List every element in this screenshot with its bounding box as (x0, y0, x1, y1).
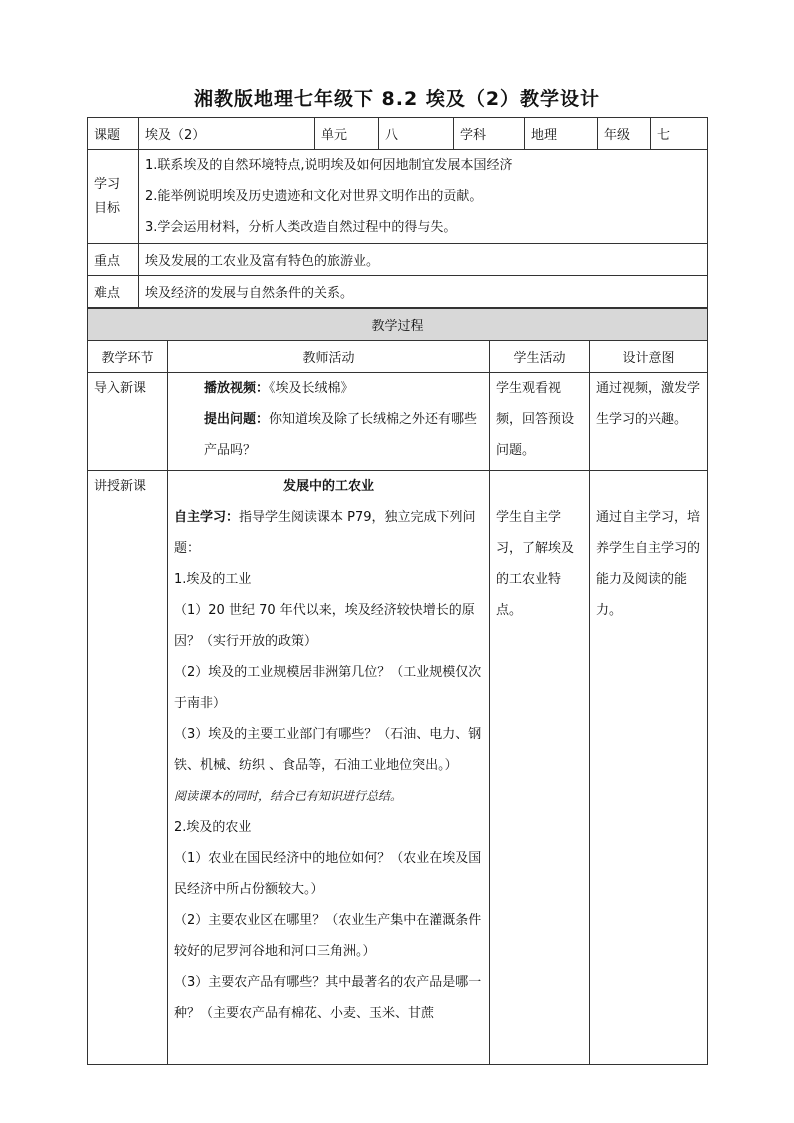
main-row (88, 471, 708, 1065)
goal-item: 3.学会运用材料，分析人类改造自然过程中的得与失。 (145, 220, 457, 235)
intro-row (88, 373, 708, 471)
section-title: 发展中的工农业 (282, 479, 374, 494)
subject-label: 学科 (454, 118, 525, 150)
unit-label: 单元 (315, 118, 379, 150)
course-label: 课题 (88, 118, 139, 150)
intro-teacher (168, 373, 490, 471)
process-header-row (88, 341, 708, 373)
goal-item: 2.能举例说明埃及历史遗迹和文化对世界文明作出的贡献。 (145, 189, 483, 204)
process-heading: 教学过程 (88, 309, 708, 341)
intro-student: 学生观看视频，回答预设问题。 (490, 373, 590, 471)
info-table (87, 117, 708, 308)
difficulty-value: 埃及经济的发展与自然条件的关系。 (139, 276, 708, 308)
content-line: 2.埃及的农业 (174, 820, 252, 835)
page-title: 湘教版地理七年级下 8.2 埃及（2）教学设计 (193, 88, 601, 110)
info-row (88, 118, 708, 150)
main-student: 学生自主学习，了解埃及的工农业特点。 (490, 471, 590, 1065)
main-intent: 通过自主学习，培养学生自主学习的能力及阅读的能力。 (590, 471, 708, 1065)
process-table (87, 308, 708, 1065)
goals-row (88, 150, 708, 244)
content-line: （3）主要农产品有哪些？其中最著名的农产品是哪一种？（主要农产品有棉花、小麦、玉米、甘蔗 (174, 975, 482, 1021)
key-label: 重点 (88, 244, 139, 276)
note-line: 阅读课本的同时，结合已有知识进行总结。 (174, 789, 403, 803)
subject-value: 地理 (525, 118, 598, 150)
key-row (88, 244, 708, 276)
main-stage: 讲授新课 (88, 471, 168, 1065)
course-value: 埃及（2） (139, 118, 315, 150)
self-study-text: 指导学生阅读课本 P79，独立完成下列问题： (174, 510, 476, 556)
ask-question-text: 你知道埃及除了长绒棉之外还有哪些产品吗？ (204, 412, 478, 458)
content-line: （2）主要农业区在哪里？（农业生产集中在灌溉条件较好的尼罗河谷地和河口三角洲。） (174, 913, 482, 959)
unit-value: 八 (379, 118, 454, 150)
difficulty-label: 难点 (88, 276, 139, 308)
ask-question-label: 提出问题： (204, 412, 270, 427)
column-header: 教学环节 (88, 341, 168, 373)
content-line: （1）农业在国民经济中的地位如何？（农业在埃及国民经济中所占份额较大。） (174, 851, 482, 897)
play-video-text: 《埃及长绒棉》 (269, 381, 354, 396)
goal-item: 1.联系埃及的自然环境特点,说明埃及如何因地制宜发展本国经济 (145, 158, 513, 173)
main-teacher (168, 471, 490, 1065)
column-header: 设计意图 (590, 341, 708, 373)
key-value: 埃及发展的工农业及富有特色的旅游业。 (139, 244, 708, 276)
content-line: （1）20 世纪 70 年代以来，埃及经济较快增长的原因？（实行开放的政策） (174, 603, 475, 649)
content-line: 1.埃及的工业 (174, 572, 252, 587)
intro-stage: 导入新课 (88, 373, 168, 471)
goals-label: 学习目标 (88, 150, 139, 244)
goals-list (139, 150, 708, 244)
column-header: 学生活动 (490, 341, 590, 373)
intro-intent: 通过视频，激发学生学习的兴趣。 (590, 373, 708, 471)
difficulty-row (88, 276, 708, 308)
self-study-label: 自主学习： (174, 510, 240, 525)
column-header: 教师活动 (168, 341, 490, 373)
play-video-label: 播放视频： (204, 381, 270, 396)
grade-value: 七 (651, 118, 708, 150)
content-line: （3）埃及的主要工业部门有哪些？（石油、电力、钢铁、机械、纺织 、食品等，石油工业地位突出。） (174, 727, 482, 773)
process-heading-row (88, 309, 708, 341)
content-line: （2）埃及的工业规模居非洲第几位？（工业规模仅次于南非） (174, 665, 482, 711)
grade-label: 年级 (598, 118, 651, 150)
